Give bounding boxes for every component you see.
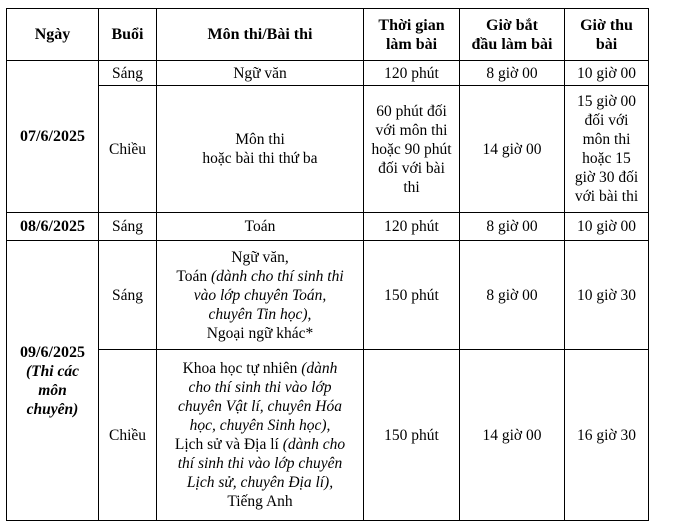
end-time-line: môn thi — [582, 131, 631, 148]
subject-note: thí sinh thi vào lớp chuyên — [177, 455, 343, 472]
header-session: Buổi — [99, 9, 157, 61]
subject-line: Ngoại ngữ khác* — [206, 324, 314, 342]
header-duration-line: Thời gian — [378, 16, 445, 34]
header-end-time — [565, 9, 649, 61]
duration-cell: 150 phút — [364, 350, 460, 521]
end-time-cell: 16 giờ 30 — [565, 350, 649, 521]
start-time-cell: 8 giờ 00 — [460, 241, 565, 350]
subject-line — [160, 359, 360, 378]
end-time-cell: 10 giờ 00 — [565, 213, 649, 241]
date-value: 09/6/2025 — [20, 343, 85, 361]
subject-note: chuyên Tin học), — [208, 305, 312, 323]
duration-line: thi — [403, 178, 420, 196]
session-cell: Sáng — [99, 241, 157, 350]
subject-note: vào lớp chuyên Toán, — [193, 286, 327, 304]
header-start-line: Giờ bắt — [486, 16, 538, 34]
end-time-line: 15 giờ 00 — [576, 93, 636, 110]
subject-cell: Ngữ văn — [157, 61, 364, 86]
header-end-line: Giờ thu — [580, 16, 633, 34]
header-end-line: bài — [595, 35, 618, 53]
header-duration — [364, 9, 460, 61]
subject-text: Khoa học tự nhiên — [182, 360, 302, 377]
end-time-line: giờ 30 đối — [574, 169, 639, 186]
header-row — [7, 9, 649, 61]
subject-note: (dành cho thí sinh thi — [211, 267, 344, 285]
header-date: Ngày — [7, 9, 99, 61]
date-cell — [7, 241, 99, 521]
duration-cell: 150 phút — [364, 241, 460, 350]
subject-line — [160, 267, 360, 286]
end-time-cell — [565, 86, 649, 213]
session-cell: Sáng — [99, 61, 157, 86]
subject-note: Lịch sử, chuyên Địa lí), — [186, 474, 334, 491]
subject-text: Toán — [176, 267, 212, 285]
start-time-cell: 14 giờ 00 — [460, 86, 565, 213]
subject-note: (dành — [301, 360, 338, 377]
subject-note: chuyên Vật lí, chuyên Hóa — [178, 398, 342, 415]
session-cell: Chiều — [99, 86, 157, 213]
table-row — [7, 61, 649, 86]
subject-note: (dành cho — [282, 436, 346, 453]
duration-cell: 120 phút — [364, 61, 460, 86]
end-time-line: hoặc 15 — [582, 150, 631, 167]
end-time-line: với bài thi — [574, 188, 639, 205]
start-time-cell: 14 giờ 00 — [460, 350, 565, 521]
date-note-line: (Thi các — [26, 362, 79, 380]
subject-text: Lịch sử và Địa lí — [174, 436, 283, 453]
table-row — [7, 350, 649, 521]
subject-note: cho thí sinh thi vào lớp — [188, 379, 332, 396]
table-row — [7, 86, 649, 213]
subject-line — [160, 435, 360, 454]
exam-schedule-table — [6, 8, 649, 521]
table-row — [7, 213, 649, 241]
date-cell: 08/6/2025 — [7, 213, 99, 241]
subject-cell — [157, 241, 364, 350]
duration-line: với môn thi — [375, 121, 448, 139]
date-cell: 07/6/2025 — [7, 61, 99, 213]
header-start-time — [460, 9, 565, 61]
session-cell: Sáng — [99, 213, 157, 241]
date-note-line: chuyên) — [26, 400, 79, 418]
subject-line: Tiếng Anh — [227, 493, 293, 510]
duration-line: 60 phút đối — [376, 102, 447, 120]
start-time-cell: 8 giờ 00 — [460, 61, 565, 86]
header-duration-line: làm bài — [385, 35, 438, 53]
header-start-line: đầu làm bài — [471, 35, 553, 53]
subject-cell: Toán — [157, 213, 364, 241]
end-time-line: đối với — [584, 112, 629, 129]
duration-cell: 120 phút — [364, 213, 460, 241]
subject-cell — [157, 350, 364, 521]
duration-line: hoặc 90 phút — [371, 140, 452, 158]
subject-line: Môn thi — [235, 131, 285, 148]
subject-line: hoặc bài thi thứ ba — [202, 150, 318, 167]
end-time-cell: 10 giờ 30 — [565, 241, 649, 350]
subject-line: Ngữ văn, — [231, 248, 289, 266]
session-cell: Chiều — [99, 350, 157, 521]
duration-cell — [364, 86, 460, 213]
start-time-cell: 8 giờ 00 — [460, 213, 565, 241]
subject-cell — [157, 86, 364, 213]
date-note-line: môn — [38, 381, 67, 399]
duration-line: đối với bài — [378, 159, 445, 177]
header-subject: Môn thi/Bài thi — [157, 9, 364, 61]
subject-note: học, chuyên Sinh học), — [189, 417, 331, 434]
table-row — [7, 241, 649, 350]
end-time-cell: 10 giờ 00 — [565, 61, 649, 86]
